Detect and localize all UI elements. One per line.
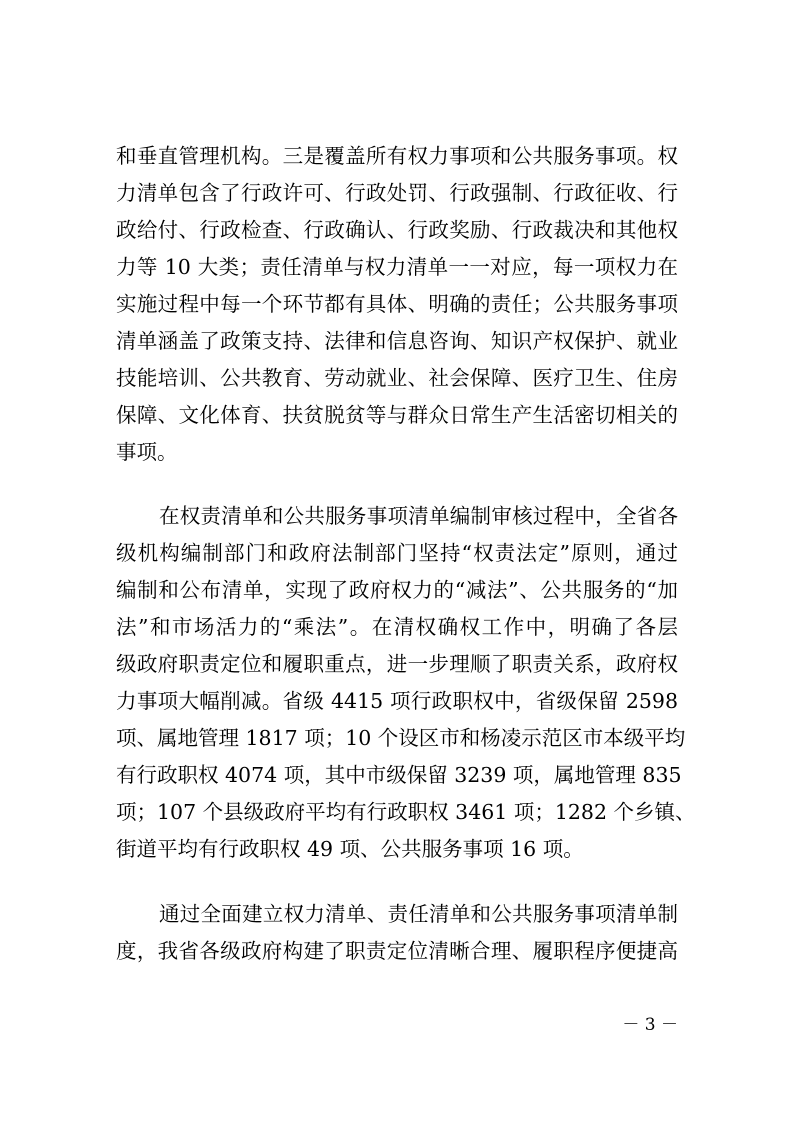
paragraph-1-line-5: 实施过程中每一个环节都有具体、明确的责任；公共服务事项 xyxy=(116,292,678,316)
paragraph-1-line-6: 清单涵盖了政策支持、法律和信息咨询、知识产权保护、就业 xyxy=(116,329,678,353)
page-number: － 3 － xyxy=(622,1015,678,1035)
paragraph-1-line-3: 政给付、行政检查、行政确认、行政奖励、行政裁决和其他权 xyxy=(116,218,678,242)
paragraph-2-line-1: 在权责清单和公共服务事项清单编制审核过程中，全省各 xyxy=(159,504,678,528)
paragraph-1-line-8: 保障、文化体育、扶贫脱贫等与群众日常生产生活密切相关的 xyxy=(116,403,678,427)
paragraph-3-line-2: 度，我省各级政府构建了职责定位清晰合理、履职程序便捷高 xyxy=(116,939,678,963)
paragraph-2-line-7: 项、属地管理 1817 项；10 个设区市和杨凌示范区市本级平均 xyxy=(116,726,686,750)
paragraph-2-line-4: 法”和市场活力的“乘法”。在清权确权工作中，明确了各层 xyxy=(116,615,678,639)
paragraph-2-line-10: 街道平均有行政职权 49 项、公共服务事项 16 项。 xyxy=(116,837,584,861)
paragraph-1-line-4: 力等 10 大类；责任清单与权力清单一一对应，每一项权力在 xyxy=(116,255,678,279)
paragraph-2-line-2: 级机构编制部门和政府法制部门坚持“权责法定”原则，通过 xyxy=(116,541,678,565)
paragraph-3-line-1: 通过全面建立权力清单、责任清单和公共服务事项清单制 xyxy=(159,902,678,926)
paragraph-2-line-5: 级政府职责定位和履职重点，进一步理顺了职责关系，政府权 xyxy=(116,652,678,676)
paragraph-2-line-8: 有行政职权 4074 项，其中市级保留 3239 项，属地管理 835 xyxy=(116,763,682,787)
paragraph-2-line-6: 力事项大幅削减。省级 4415 项行政职权中，省级保留 2598 xyxy=(116,689,678,713)
paragraph-1-line-9: 事项。 xyxy=(116,440,178,464)
paragraph-2-line-3: 编制和公布清单，实现了政府权力的“减法”、公共服务的“加 xyxy=(116,578,678,602)
paragraph-1-line-7: 技能培训、公共教育、劳动就业、社会保障、医疗卫生、住房 xyxy=(116,366,678,390)
paragraph-1-line-2: 力清单包含了行政许可、行政处罚、行政强制、行政征收、行 xyxy=(116,181,678,205)
paragraph-1-line-1: 和垂直管理机构。三是覆盖所有权力事项和公共服务事项。权 xyxy=(116,144,678,168)
paragraph-2-line-9: 项；107 个县级政府平均有行政职权 3461 项；1282 个乡镇、 xyxy=(116,800,696,824)
